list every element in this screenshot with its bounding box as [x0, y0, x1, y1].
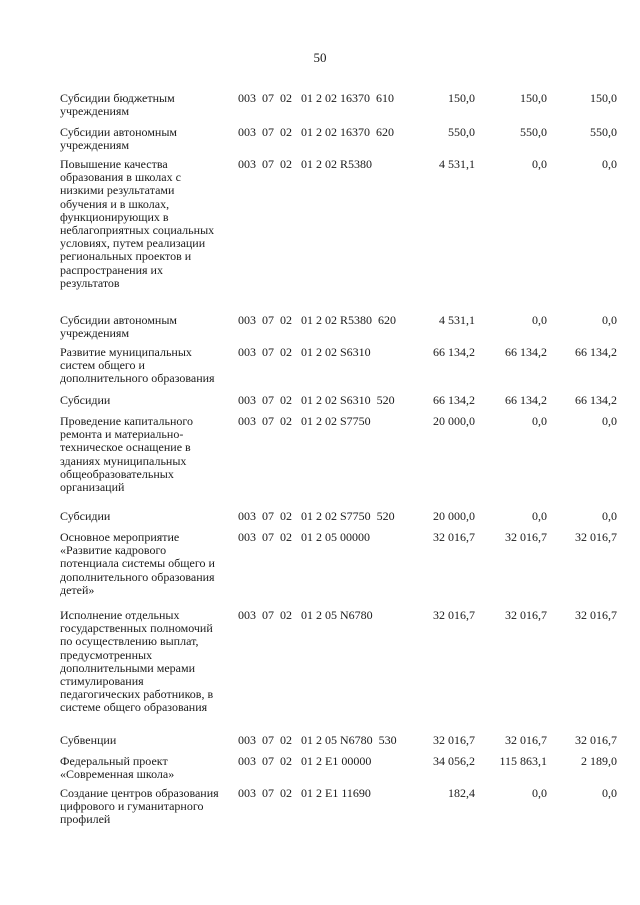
row-code: 003 07 02 01 2 02 R5380	[238, 157, 373, 171]
row-value-year2: 115 863,1	[499, 754, 547, 768]
row-name: Субсидии	[60, 509, 111, 523]
row-code: 003 07 02 01 2 E1 00000	[238, 754, 372, 768]
row-code: 003 07 02 01 2 02 16370 610	[238, 91, 394, 105]
row-value-year2: 0,0	[532, 414, 547, 428]
row-value-year2: 0,0	[532, 157, 547, 171]
row-value-year1: 66 134,2	[433, 345, 475, 359]
row-name: Проведение капитального ремонта и материально- техническое оснащение в зданиях муниципальных общеобразовательных организаций	[60, 414, 194, 495]
row-value-year1: 32 016,7	[433, 530, 475, 544]
row-code: 003 07 02 01 2 05 N6780	[238, 608, 373, 622]
row-value-year1: 550,0	[448, 125, 475, 139]
row-value-year3: 66 134,2	[575, 345, 617, 359]
row-value-year2: 0,0	[532, 509, 547, 523]
row-code: 003 07 02 01 2 02 S7750	[238, 414, 371, 428]
row-value-year1: 32 016,7	[433, 733, 475, 747]
row-value-year1: 34 056,2	[433, 754, 475, 768]
row-value-year3: 32 016,7	[575, 733, 617, 747]
row-name: Субсидии бюджетным учреждениям	[60, 91, 175, 119]
row-name: Повышение качества образования в школах с низкими результатами обучения и в школах, функционирующих в неблагоприятных социальных условиях, путем реализации региональных проектов и распространения их результатов	[60, 157, 215, 290]
row-value-year1: 32 016,7	[433, 608, 475, 622]
row-name: Создание центров образования цифрового и гуманитарного профилей	[60, 786, 219, 827]
page-number: 50	[313, 50, 327, 65]
row-name: Субсидии автономным учреждениям	[60, 313, 177, 341]
row-value-year3: 66 134,2	[575, 393, 617, 407]
row-value-year3: 32 016,7	[575, 530, 617, 544]
row-value-year2: 66 134,2	[505, 393, 547, 407]
row-value-year3: 0,0	[602, 414, 617, 428]
row-value-year2: 32 016,7	[505, 608, 547, 622]
row-code: 003 07 02 01 2 02 S6310 520	[238, 393, 395, 407]
row-value-year1: 4 531,1	[439, 313, 475, 327]
row-name: Федеральный проект «Современная школа»	[60, 754, 175, 782]
row-value-year2: 150,0	[520, 91, 547, 105]
row-value-year3: 0,0	[602, 313, 617, 327]
row-value-year2: 550,0	[520, 125, 547, 139]
row-code: 003 07 02 01 2 02 S6310	[238, 345, 371, 359]
row-value-year3: 0,0	[602, 509, 617, 523]
row-value-year1: 4 531,1	[439, 157, 475, 171]
row-value-year1: 20 000,0	[433, 414, 475, 428]
row-name: Основное мероприятие «Развитие кадрового потенциала системы общего и дополнительного образования детей»	[60, 530, 215, 597]
row-value-year1: 66 134,2	[433, 393, 475, 407]
row-name: Субвенции	[60, 733, 117, 747]
row-value-year2: 66 134,2	[505, 345, 547, 359]
row-value-year2: 32 016,7	[505, 530, 547, 544]
row-value-year1: 182,4	[448, 786, 475, 800]
row-value-year2: 32 016,7	[505, 733, 547, 747]
row-name: Развитие муниципальных систем общего и дополнительного образования	[60, 345, 215, 386]
row-value-year3: 0,0	[602, 157, 617, 171]
row-value-year3: 32 016,7	[575, 608, 617, 622]
row-code: 003 07 02 01 2 05 N6780 530	[238, 733, 397, 747]
row-name: Субсидии	[60, 393, 111, 407]
row-value-year2: 0,0	[532, 313, 547, 327]
row-value-year3: 2 189,0	[581, 754, 617, 768]
row-value-year3: 150,0	[590, 91, 617, 105]
row-code: 003 07 02 01 2 02 S7750 520	[238, 509, 395, 523]
row-code: 003 07 02 01 2 02 R5380 620	[238, 313, 397, 327]
row-code: 003 07 02 01 2 05 00000	[238, 530, 370, 544]
row-code: 003 07 02 01 2 02 16370 620	[238, 125, 394, 139]
row-value-year2: 0,0	[532, 786, 547, 800]
row-value-year3: 550,0	[590, 125, 617, 139]
row-code: 003 07 02 01 2 E1 11690	[238, 786, 371, 800]
row-value-year3: 0,0	[602, 786, 617, 800]
row-value-year1: 150,0	[448, 91, 475, 105]
row-name: Субсидии автономным учреждениям	[60, 125, 177, 153]
row-value-year1: 20 000,0	[433, 509, 475, 523]
row-name: Исполнение отдельных государственных полномочий по осуществлению выплат, предусмотренных дополнительными мерами стимулирования педагогических работников, в системе общего образования	[60, 608, 214, 715]
